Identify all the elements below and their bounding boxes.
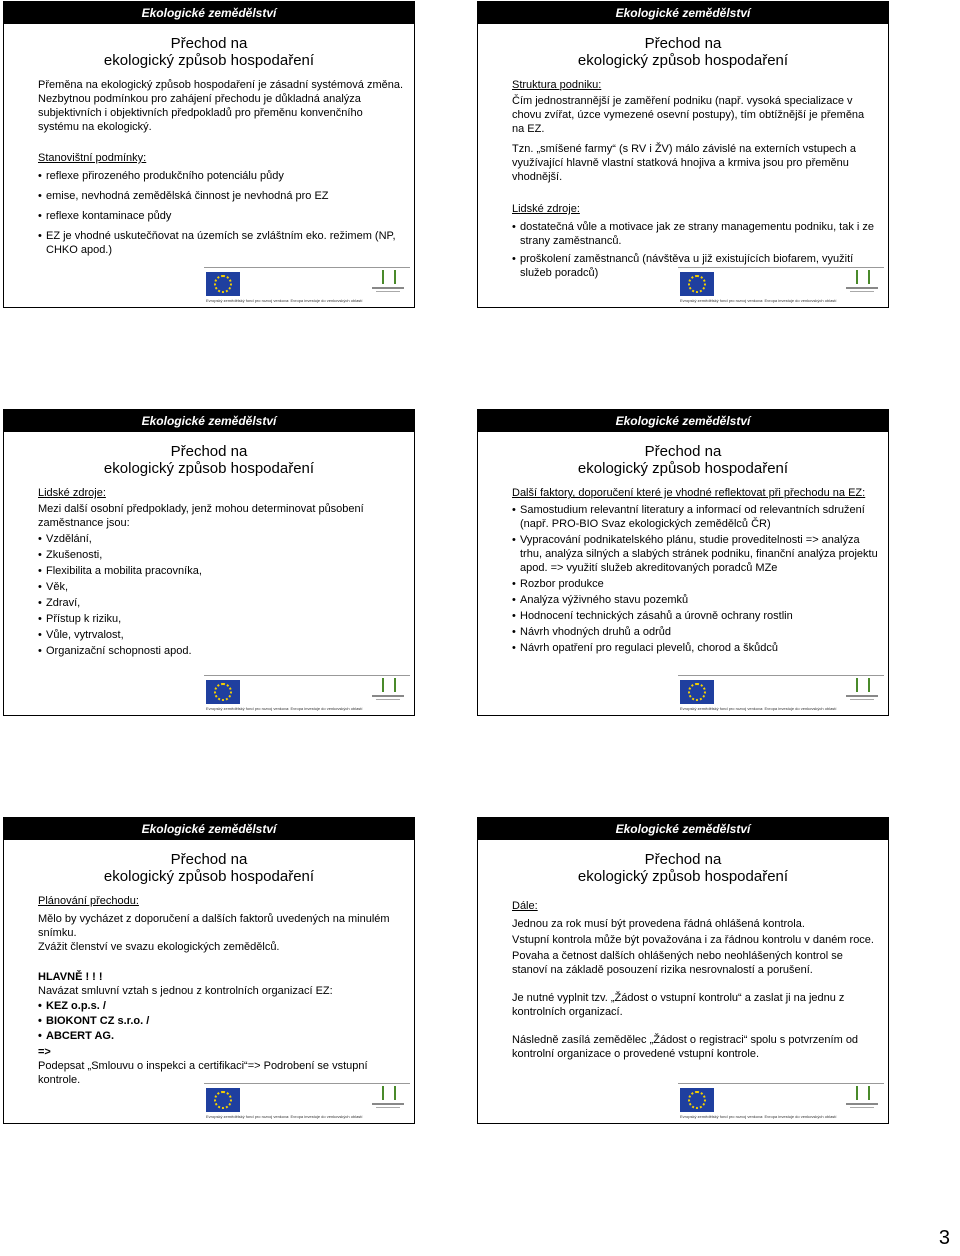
- slide-title: [478, 851, 888, 885]
- list-item: • Flexibilita a mobilita pracovníka,: [38, 564, 404, 578]
- title-line-2: ekologický způsob hospodaření: [103, 52, 315, 69]
- slide-body: [478, 486, 888, 655]
- slide-title: [4, 443, 414, 477]
- paragraph: Jednou za rok musí být provedena řádná ohlášená kontrola.: [512, 918, 805, 930]
- slide-header: Ekologické zemědělství: [4, 818, 414, 840]
- paragraph: Čím jednostrannější je zaměření podniku (např. vysoká specializace v chovu zvířat, úzce vymezené osevní postupy), tím obtížnější je přeměna na EZ.: [512, 95, 865, 135]
- title-line-2: ekologický způsob hospodaření: [577, 460, 789, 477]
- list-item: • Samostudium relevantní literatury a informací od relevantních sdružení (např. PRO-BIO Svaz ekologických zemědělců ČR): [512, 503, 878, 531]
- list-item: • Vůle, vytrvalost,: [38, 628, 404, 642]
- list-item: • Věk,: [38, 580, 404, 594]
- footer-text: Evropský zemědělský fond pro rozvoj venkova: Evropa investuje do venkovských oblastí: [206, 298, 363, 303]
- list-item: • Vzdělání,: [38, 532, 404, 546]
- paragraph: Je nutné vyplnit tzv. „Žádost o vstupní kontrolu“ a zaslat ji na jednu z kontrolních organizací.: [512, 992, 845, 1018]
- slide-1: [3, 1, 415, 308]
- ministry-logo-icon: [372, 1086, 404, 1110]
- slide-body: [4, 486, 414, 658]
- title-line-1: Přechod na: [644, 851, 722, 868]
- title-line-1: Přechod na: [644, 35, 722, 52]
- list-item: • EZ je vhodné uskutečňovat na územích se zvláštním eko. režimem (NP, CHKO apod.): [38, 229, 404, 257]
- intro-text: Přeměna na ekologický způsob hospodaření je zásadní systémová změna. Nezbytnou podmínkou pro zahájení přechodu je důkladná analýza subjektivních i objektivních předpokladů pro přeměnu konvenčního systému na ekologický.: [38, 79, 404, 133]
- list-item: • emise, nevhodná zemědělská činnost je nevhodná pro EZ: [38, 189, 404, 203]
- list-item: • Přístup k riziku,: [38, 612, 404, 626]
- paragraph: Tzn. „smíšené farmy“ (s RV i ŽV) málo závislé na externích vstupech a využívající hlavně vlastní statková hnojiva a krmiva jsou pro přeměnu vhodnější.: [512, 143, 856, 183]
- title-line-2: ekologický způsob hospodaření: [577, 52, 789, 69]
- bullet-list: [512, 503, 878, 655]
- slide-body: [478, 78, 888, 280]
- slide-2: [477, 1, 889, 308]
- footer-text: Evropský zemědělský fond pro rozvoj venkova: Evropa investuje do venkovských oblastí: [680, 706, 837, 711]
- list-item: • proškolení zaměstnanců (návštěva u již existujících biofarem, využití služeb poradců): [512, 252, 878, 280]
- paragraph: Povaha a četnost dalších ohlášených nebo neohlášených kontrol se stanoví na základě posouzení rizika nesrovnalostí a porušení.: [512, 950, 843, 976]
- paragraph: Mezi další osobní předpoklady, jenž mohou determinovat působení zaměstnance jsou:: [38, 503, 364, 529]
- slide-title: [4, 851, 414, 885]
- slide-title: [478, 35, 888, 69]
- slide-header: Ekologické zemědělství: [478, 410, 888, 432]
- title-line-2: ekologický způsob hospodaření: [103, 868, 315, 885]
- section-heading: [38, 894, 404, 908]
- eu-flag-icon: [680, 1088, 714, 1112]
- slide-title: [4, 35, 414, 69]
- slide-body: [478, 899, 888, 1061]
- section-heading: [512, 899, 878, 913]
- eu-funding-footer: [678, 267, 884, 304]
- paragraph: Následně zasílá zemědělec „Žádost o registraci“ spolu s potvrzením od kontrolní organizace o provedené vstupní kontrole.: [512, 1034, 859, 1060]
- paragraph: Podepsat „Smlouvu o inspekci a certifikaci“=> Podrobení se vstupní kontrole.: [38, 1060, 368, 1086]
- emphasis-text: HLAVNĚ ! ! !: [38, 971, 103, 983]
- heading-text: Plánování přechodu:: [38, 895, 139, 907]
- eu-funding-footer: [678, 675, 884, 712]
- ministry-logo-icon: [846, 270, 878, 294]
- list-item: • Zdraví,: [38, 596, 404, 610]
- heading-text: Dále:: [512, 900, 538, 912]
- bullet-list: [38, 999, 404, 1043]
- paragraph: Vstupní kontrola může být považována i za řádnou kontrolu v daném roce.: [512, 934, 874, 946]
- heading-text: Lidské zdroje:: [512, 203, 580, 215]
- page-number: 3: [938, 1227, 950, 1249]
- eu-flag-icon: [206, 680, 240, 704]
- list-item: • Vypracování podnikatelského plánu, studie proveditelnosti => analýza trhu, analýza silných a slabých stránek podniku, finanční analýza projektu apod. => využití služeb akreditovaných poradců MZe: [512, 533, 878, 575]
- arrow-text: =>: [38, 1046, 51, 1058]
- list-item: • reflexe kontaminace půdy: [38, 209, 404, 223]
- ministry-logo-icon: [846, 1086, 878, 1110]
- list-item: • Rozbor produkce: [512, 577, 878, 591]
- title-line-2: ekologický způsob hospodaření: [577, 868, 789, 885]
- slide-4: [477, 409, 889, 716]
- slide-6: [477, 817, 889, 1124]
- eu-funding-footer: [204, 267, 410, 304]
- list-item: • Organizační schopnosti apod.: [38, 644, 404, 658]
- eu-flag-icon: [206, 272, 240, 296]
- eu-funding-footer: [204, 1083, 410, 1120]
- slide-body: [4, 78, 414, 257]
- list-item: • BIOKONT CZ s.r.o. /: [38, 1014, 404, 1028]
- paragraph: Zvážit členství ve svazu ekologických zemědělců.: [38, 941, 280, 953]
- title-line-1: Přechod na: [170, 35, 248, 52]
- eu-funding-footer: [204, 675, 410, 712]
- section-heading: [38, 151, 404, 165]
- heading-text: Stanovištní podmínky:: [38, 152, 147, 164]
- ministry-logo-icon: [372, 678, 404, 702]
- slide-body: [4, 894, 414, 1087]
- footer-text: Evropský zemědělský fond pro rozvoj venkova: Evropa investuje do venkovských oblastí: [680, 1114, 837, 1119]
- slide-header: Ekologické zemědělství: [478, 818, 888, 840]
- list-item: • Návrh opatření pro regulaci plevelů, chorod a škůdců: [512, 641, 878, 655]
- slide-header: Ekologické zemědělství: [4, 410, 414, 432]
- list-item: • ABCERT AG.: [38, 1029, 404, 1043]
- footer-text: Evropský zemědělský fond pro rozvoj venkova: Evropa investuje do venkovských oblastí: [206, 1114, 363, 1119]
- section-heading: [512, 202, 878, 216]
- section-heading: [512, 486, 878, 500]
- paragraph: Navázat smluvní vztah s jednou z kontrolních organizací EZ:: [38, 985, 333, 997]
- slide-title: [478, 443, 888, 477]
- section-heading: [38, 486, 404, 500]
- eu-flag-icon: [206, 1088, 240, 1112]
- list-item: • Analýza výživného stavu pozemků: [512, 593, 878, 607]
- list-item: • dostatečná vůle a motivace jak ze strany managementu podniku, tak i ze strany zaměstnanců.: [512, 220, 878, 248]
- list-item: • Zkušenosti,: [38, 548, 404, 562]
- heading-text: Další faktory, doporučení které je vhodné reflektovat při přechodu na EZ:: [512, 487, 866, 499]
- heading-text: Lidské zdroje:: [38, 487, 106, 499]
- ministry-logo-icon: [372, 270, 404, 294]
- title-line-1: Přechod na: [644, 443, 722, 460]
- section-heading: [512, 78, 878, 92]
- bullet-list: [38, 169, 404, 257]
- list-item: • Hodnocení technických zásahů a úrovně ochrany rostlin: [512, 609, 878, 623]
- slide-header: Ekologické zemědělství: [478, 2, 888, 24]
- bullet-list: [38, 532, 404, 658]
- title-line-1: Přechod na: [170, 443, 248, 460]
- heading-text: Struktura podniku:: [512, 79, 602, 91]
- slide-3: [3, 409, 415, 716]
- slide-header: Ekologické zemědělství: [4, 2, 414, 24]
- eu-flag-icon: [680, 680, 714, 704]
- eu-funding-footer: [678, 1083, 884, 1120]
- list-item: • reflexe přirozeného produkčního potenciálu půdy: [38, 169, 404, 183]
- paragraph: Mělo by vycházet z doporučení a dalších faktorů uvedených na minulém snímku.: [38, 913, 390, 939]
- list-item: • Návrh vhodných druhů a odrůd: [512, 625, 878, 639]
- title-line-1: Přechod na: [170, 851, 248, 868]
- slide-5: [3, 817, 415, 1124]
- footer-text: Evropský zemědělský fond pro rozvoj venkova: Evropa investuje do venkovských oblastí: [206, 706, 363, 711]
- eu-flag-icon: [680, 272, 714, 296]
- title-line-2: ekologický způsob hospodaření: [103, 460, 315, 477]
- footer-text: Evropský zemědělský fond pro rozvoj venkova: Evropa investuje do venkovských oblastí: [680, 298, 837, 303]
- list-item: • KEZ o.p.s. /: [38, 999, 404, 1013]
- ministry-logo-icon: [846, 678, 878, 702]
